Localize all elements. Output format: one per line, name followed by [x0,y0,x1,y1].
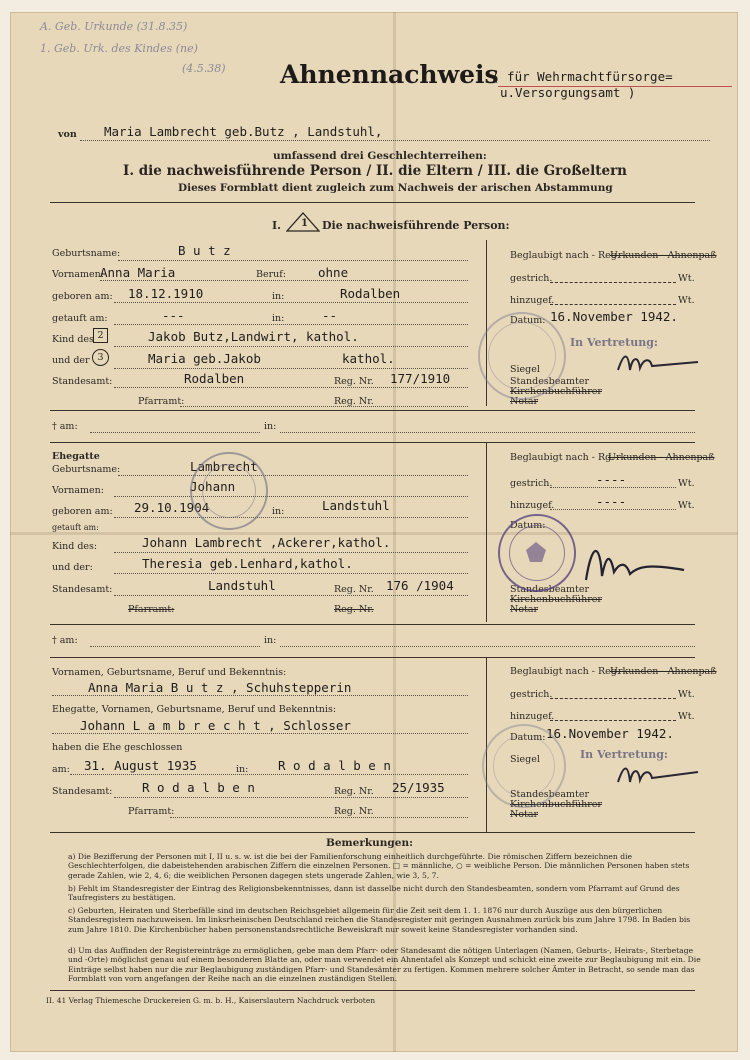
begl-strike-1: Urkunden - Ahnenpaß [610,250,717,261]
seal-stamp-3 [498,514,576,592]
label-am-3: am: [52,764,70,775]
tot-label-2: † am: [52,635,78,646]
datum-label-2: Datum: [510,520,546,531]
umfassend: umfassend drei Geschlechterreihen: [273,150,487,162]
pencil-note-3: (4.5.38) [182,62,226,75]
begl-label-3: Beglaubigt nach - Reg. - [510,666,627,677]
value-geburtsname-2: Lambrecht [190,459,258,474]
und-der-num: 3 [92,349,109,366]
tot-label-1: † am: [52,421,78,432]
gestrich-value-2: ---- [596,472,627,487]
label-ehe-3: haben die Ehe geschlossen [52,742,183,753]
hinzugef-label-1: hinzugef. [510,295,555,306]
label-getauft: getauft am: [52,313,108,324]
value-beruf: ohne [318,265,349,280]
wt-2b: Wt. [678,500,695,511]
document-page [10,12,738,1052]
label-vornamen: Vornamen: [52,269,104,280]
label-vorn-3: Vornamen, Geburtsname, Beruf und Bekenntnis: [52,667,287,678]
value-geburtsname: B u t z [178,243,231,258]
value-am-3: 31. August 1935 [84,758,197,773]
von-label: von [58,129,77,140]
value-regnr: 177/1910 [390,371,451,386]
begl-label-2: Beglaubigt nach - Rg. - [510,452,621,463]
purpose-line-2: u.Versorgungsamt ) [500,85,636,100]
siegel-label-3: Siegel [510,754,540,765]
hinzugef-value-2: ---- [596,494,627,509]
label-regnr-3: Reg. Nr. [334,786,374,797]
wt-1a: Wt. [678,273,695,284]
datum-value-1: 16.November 1942. [550,309,678,324]
value-vorn-3: Anna Maria B u t z , Schuhstepperin [88,680,352,695]
signature-1 [614,348,704,378]
value-vornamen-2: Johann [190,479,236,494]
label-geboren-in: in: [272,291,285,302]
label-getauft-2: getauft am: [52,523,99,532]
datum-label-3: Datum: [510,732,546,743]
label-standesamt: Standesamt: [52,376,113,387]
standesbeamter-1: Standesbeamter [510,376,590,387]
note-a: a) Die Bezifferung der Personen mit I, II u. s. w. ist die bei der Familienforschung einheitlich durchgeführte. Die römischen Ziffern bezeichnen die Geschlechterfolgen, die dabeistehenden arabischen Ziffern die einzelnen Personen. □ = männliche, ○ = weibliche Person. Die männlichen Personen haben stets gerade Zahlen, wie 2, 4, 6; die weiblichen Personen dagegen stets ungerade Zahlen, wie 3, 5, 7. [68,852,690,880]
formblatt-note: Dieses Formblatt dient zugleich zum Nachweis der arischen Abstammung [178,182,613,194]
begl-label-1: Beglaubigt nach - Reg. - [510,250,627,261]
notar-3: Notar [510,809,539,820]
section1-prefix: I. [272,219,281,232]
label-geboren: geboren am: [52,291,113,302]
label-und-der: und der [52,355,90,366]
label-regnr-2: Reg. Nr. [334,584,374,595]
signature-3 [614,760,704,790]
value-standesamt-3: R o d a l b e n [142,780,255,795]
footer-form: II. 41 Verlag Thiemesche Druckereien G. m. b. H., Kaiserslautern Nachdruck verboten [46,996,376,1005]
label-pfarramt: Pfarramt: [138,396,185,407]
datum-label-1: Datum: [510,315,546,326]
value-und-der: Maria geb.Jakob [148,351,261,366]
kirchenbuch-1: Kirchenbuchführer [510,386,602,397]
value-und-der-2: Theresia geb.Lenhard,kathol. [142,556,353,571]
label-standesamt-3: Standesamt: [52,786,113,797]
tot-in-label-1: in: [264,421,277,432]
seal-stamp-1 [478,312,566,400]
label-pfarramt-3: Pfarramt: [128,806,175,817]
signature-2 [580,536,690,596]
value-ehegatte-3: Johann L a m b r e c h t , Schlosser [80,718,351,733]
section1-num: 1 [301,218,308,229]
note-c: c) Geburten, Heiraten und Sterbefälle sind im deutschen Reichsgebiet allgemein für die Zeit seit dem 1. 1. 1876 nur durch Auszüge aus den bürgerlichen Standesregistern nachzuweisen. Im linksrheinischen Deutschland reichen die Standesregister mit geringen Ausnahmen zurück bis zum Jahre 1798. In Baden bis zum Jahre 1810. Die Kirchenbücher haben personenstandsrechtliche Beweiskraft nur soweit keine Standesregister vorhanden sind. [68,906,691,934]
gestrich-label-3: gestrich. [510,689,553,700]
value-standesamt: Rodalben [184,371,245,386]
value-geboren-2: 29.10.1904 [134,500,210,515]
label-und-der-2: und der: [52,562,93,573]
begl-strike-3: Urkunden - Ahnenpaß [610,666,717,677]
kirchenbuch-3: Kirchenbuchführer [510,799,602,810]
label-vornamen-2: Vornamen: [52,485,104,496]
von-value: Maria Lambrecht geb.Butz , Landstuhl, [104,124,383,139]
label-beruf: Beruf: [256,269,286,280]
section1-heading: Die nachweisführende Person: [322,219,510,232]
notar-1: Notar [510,396,539,407]
label-pfarramt-regnr: Reg. Nr. [334,396,374,407]
value-regnr-3: 25/1935 [392,780,445,795]
gestrich-label-2: gestrich. [510,478,553,489]
red-underline [498,86,732,87]
wt-2a: Wt. [678,478,695,489]
label-kind-des: Kind des [52,334,94,345]
value-getauft: --- [162,308,185,323]
label-geboren-in-2: in: [272,506,285,517]
seal-stamp-2 [190,452,268,530]
value-und-der-konf: kathol. [342,351,395,366]
value-geboren: 18.12.1910 [128,286,204,301]
standesbeamter-2: Standesbeamter [510,584,590,595]
seal-stamp-4 [482,724,566,808]
wt-3a: Wt. [678,689,695,700]
standesbeamter-3: Standesbeamter [510,789,590,800]
purpose-line-1: ( für Wehrmachtfürsorge= [492,69,673,84]
value-geboren-in: Rodalben [340,286,401,301]
value-regnr-2: 176 /1904 [386,578,454,593]
value-kind-des-2: Johann Lambrecht ,Ackerer,kathol. [142,535,391,550]
kirchenbuch-2: Kirchenbuchführer [510,594,602,605]
label-standesamt-2: Standesamt: [52,584,113,595]
hinzugef-label-3: hinzugef. [510,711,555,722]
label-pfarramt-2: Pfarramt: [128,604,175,615]
note-b: b) Fehlt im Standesregister der Eintrag des Religionsbekenntnisses, dann ist dasselbe nicht durch den Standesbeamten, sondern vom Pfarramt auf Grund des Taufregisters zu bestätigen. [68,884,680,903]
vertretung-1: In Vertretung: [570,336,658,349]
label-in-3: in: [236,764,249,775]
label-geburtsname: Geburtsname: [52,248,121,259]
tot-in-label-2: in: [264,635,277,646]
vertretung-3: In Vertretung: [580,748,668,761]
gestrich-label-1: gestrich. [510,273,553,284]
label-regnr: Reg. Nr. [334,376,374,387]
label-pfarramt-regnr-2: Reg. Nr. [334,604,374,615]
pencil-note-2: 1. Geb. Urk. des Kindes (ne) [40,42,198,55]
note-d: d) Um das Auffinden der Registereinträge zu ermöglichen, gebe man dem Pfarr- oder Standesamt die nötigen Unterlagen (Namen, Geburts-, Heirats-, Sterbetage und -Orte) möglichst genau auf einem besonderen Blatte an, oder man verwendet ein Ahnentafel als Konzept und schickt eine zweite zur Beglaubigung mit ein. Die Einträge selbst haben nur die zur Beglaubigung zuständigen Pfarr- und Standesämter zu fertigen. Kommen mehrere solcher Ämter in Betracht, so sende man das Formblatt von vorn angefangen der Reihe nach an die einzelnen zuständigen Stellen. [68,946,701,983]
wt-3b: Wt. [678,711,695,722]
value-geboren-in-2: Landstuhl [322,498,390,513]
label-getauft-in: in: [272,313,285,324]
value-getauft-in: -- [322,308,338,323]
notar-2: Notar [510,604,539,615]
kind-des-num: 2 [93,328,108,343]
value-kind-des: Jakob Butz,Landwirt, kathol. [148,329,359,344]
label-geburtsname-2: Geburtsname: [52,464,121,475]
value-vornamen: Anna Maria [100,265,176,280]
notes-heading: Bemerkungen: [326,837,413,849]
hinzugef-label-2: hinzugef. [510,500,555,511]
datum-value-3: 16.November 1942. [546,726,674,741]
document-title: Ahnennachweis [280,60,499,89]
pencil-note-1: A. Geb. Urkunde (31.8.35) [40,20,188,33]
value-in-3: R o d a l b e n [278,758,391,773]
reihen: I. die nachweisführende Person / II. die Eltern / III. die Großeltern [123,163,627,179]
label-ehegatte-3: Ehegatte, Vornamen, Geburtsname, Beruf und Bekenntnis: [52,704,337,715]
begl-strike-2: Urkunden - Ahnenpaß [608,452,715,463]
label-kind-des-2: Kind des: [52,541,98,552]
siegel-label-1: Siegel [510,364,540,375]
label-geboren-2: geboren am: [52,506,113,517]
value-standesamt-2: Landstuhl [208,578,276,593]
wt-1b: Wt. [678,295,695,306]
ehegatte-heading: Ehegatte [52,451,100,462]
label-pfarramt-regnr-3: Reg. Nr. [334,806,374,817]
